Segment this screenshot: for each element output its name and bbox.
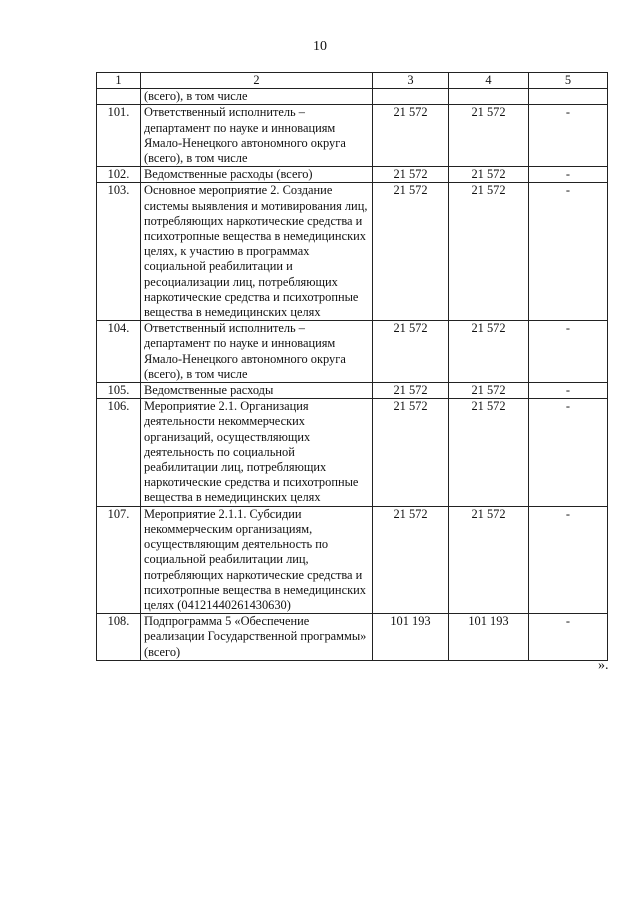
row-col4: 21 572: [449, 383, 529, 399]
row-col5: -: [529, 506, 608, 613]
table-header-row: [97, 73, 608, 89]
row-number: 106.: [97, 399, 141, 506]
row-col3: 21 572: [373, 399, 449, 506]
page-number: 10: [313, 39, 327, 54]
row-col5: -: [529, 183, 608, 321]
row-description: Ведомственные расходы: [141, 383, 373, 399]
row-description: Ответственный исполнитель – департамент по науке и инновациям Ямало-Ненецкого автономного округа (всего), в том числе: [141, 321, 373, 383]
row-col5: -: [529, 383, 608, 399]
row-description: Мероприятие 2.1.1. Субсидии некоммерческим организациям, осуществляющим деятельность по социальной реабилитации лиц, потребляющих наркотические средства и психотропные вещества в немедицинских целях (04121440261430630): [141, 506, 373, 613]
budget-table: [96, 72, 608, 661]
row-col4: 21 572: [449, 506, 529, 613]
column-header-2: 2: [141, 73, 373, 89]
row-col5: -: [529, 399, 608, 506]
row-col3: [373, 89, 449, 105]
row-col5: -: [529, 167, 608, 183]
row-col5: -: [529, 614, 608, 661]
table-row: [97, 614, 608, 661]
row-number: 102.: [97, 167, 141, 183]
row-col4: 21 572: [449, 321, 529, 383]
row-col4: [449, 89, 529, 105]
row-description: (всего), в том числе: [141, 89, 373, 105]
table-row: [97, 183, 608, 321]
row-description: Основное мероприятие 2. Создание системы выявления и мотивирования лиц, потребляющих наркотические средства и психотропные вещества в немедицинских целях, к участию в программах социальной реабилитации и ресоциализации лиц, потребляющих наркотические средства и психотропные вещества в немедицинских целях: [141, 183, 373, 321]
row-number: 108.: [97, 614, 141, 661]
row-number: 103.: [97, 183, 141, 321]
row-number: 107.: [97, 506, 141, 613]
row-number: 104.: [97, 321, 141, 383]
row-col5: [529, 89, 608, 105]
column-header-1: 1: [97, 73, 141, 89]
row-description: Мероприятие 2.1. Организация деятельности некоммерческих организаций, осуществляющих деятельность по социальной реабилитации лиц, потребляющих наркотические средства и психотропные вещества в немедицинских целях: [141, 399, 373, 506]
table-row: [97, 383, 608, 399]
closing-quote-mark: ».: [598, 658, 609, 673]
table-row-continuation: [97, 89, 608, 105]
table-row: [97, 321, 608, 383]
row-col3: 21 572: [373, 105, 449, 167]
row-number: 105.: [97, 383, 141, 399]
row-col3: 101 193: [373, 614, 449, 661]
row-col5: -: [529, 321, 608, 383]
row-col3: 21 572: [373, 321, 449, 383]
row-description: Ответственный исполнитель – департамент по науке и инновациям Ямало-Ненецкого автономного округа (всего), в том числе: [141, 105, 373, 167]
row-description: Подпрограмма 5 «Обеспечение реализации Государственной программы» (всего): [141, 614, 373, 661]
row-col3: 21 572: [373, 383, 449, 399]
row-col4: 101 193: [449, 614, 529, 661]
table-row: [97, 105, 608, 167]
table-row: [97, 399, 608, 506]
row-number: 101.: [97, 105, 141, 167]
row-description: Ведомственные расходы (всего): [141, 167, 373, 183]
row-col4: 21 572: [449, 105, 529, 167]
row-col4: 21 572: [449, 399, 529, 506]
table-row: [97, 506, 608, 613]
row-col4: 21 572: [449, 167, 529, 183]
table-row: [97, 167, 608, 183]
column-header-5: 5: [529, 73, 608, 89]
column-header-3: 3: [373, 73, 449, 89]
row-col3: 21 572: [373, 183, 449, 321]
row-number: [97, 89, 141, 105]
row-col4: 21 572: [449, 183, 529, 321]
row-col3: 21 572: [373, 506, 449, 613]
column-header-4: 4: [449, 73, 529, 89]
row-col5: -: [529, 105, 608, 167]
row-col3: 21 572: [373, 167, 449, 183]
